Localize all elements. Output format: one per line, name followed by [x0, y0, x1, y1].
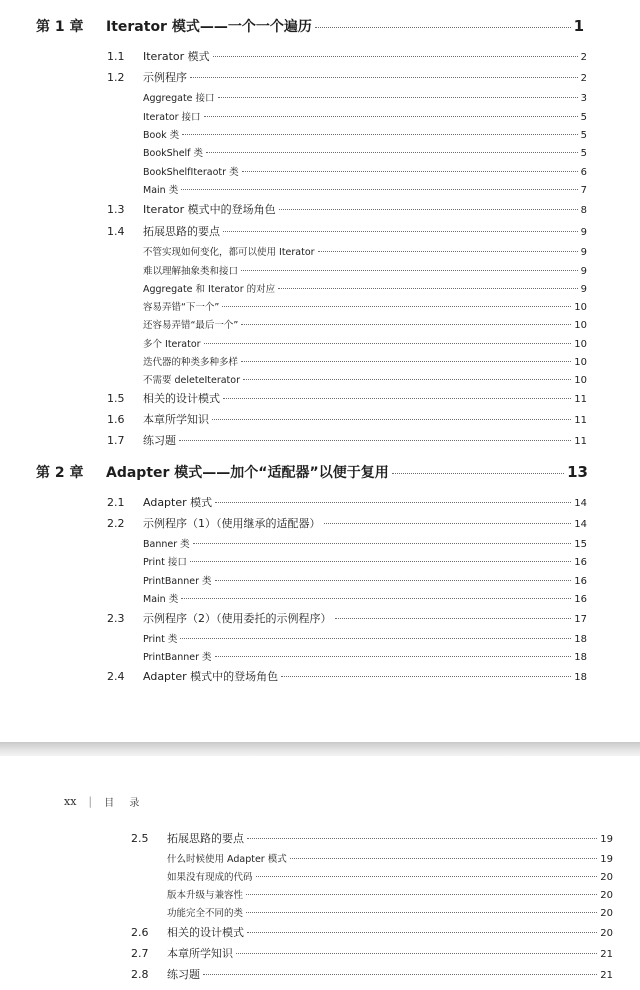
dot-leader [335, 618, 572, 619]
page-number: 19 [600, 854, 613, 865]
section-title: 本章所学知识 [167, 947, 233, 960]
subentry-title: Aggregate 和 Iterator 的对应 [143, 284, 276, 295]
toc-subentry[interactable] [143, 145, 587, 159]
dot-leader [242, 171, 578, 172]
dot-leader [215, 502, 571, 503]
page-number: 16 [574, 576, 587, 587]
page-number: 11 [574, 415, 587, 426]
section-number: 1.1 [107, 50, 125, 63]
dot-leader [206, 152, 578, 153]
dot-leader [281, 676, 571, 677]
toc-entry[interactable] [107, 494, 587, 510]
section-title: 拓展思路的要点 [143, 225, 220, 238]
dot-leader [243, 379, 571, 380]
dot-leader [181, 598, 571, 599]
subentry-title: Main 类 [143, 594, 179, 605]
page-number: 9 [580, 266, 587, 277]
dot-leader [241, 270, 578, 271]
section-number: 2.3 [107, 612, 125, 625]
subentry-title: 不管实现如何变化，都可以使用 Iterator [143, 247, 315, 258]
subentry-title: 如果没有现成的代码 [167, 872, 253, 883]
dot-leader [203, 974, 597, 975]
chapter-title: Adapter 模式——加个“适配器”以便于复用 [106, 465, 389, 481]
page-gap [0, 742, 640, 756]
subentry-title: Banner 类 [143, 539, 190, 550]
section-number: 2.1 [107, 496, 125, 509]
toc-entry[interactable] [107, 69, 587, 85]
page-number: 1 [573, 17, 584, 35]
dot-leader [246, 912, 597, 913]
subentry-title: Book 类 [143, 130, 180, 141]
page-number: 14 [574, 498, 587, 509]
running-head-separator: | [88, 795, 93, 808]
section-number: 1.5 [107, 392, 125, 405]
toc-entry[interactable] [107, 515, 587, 531]
section-title: Iterator 模式中的登场角色 [143, 203, 276, 216]
toc-entry[interactable] [107, 201, 587, 217]
section-number: 1.7 [107, 434, 125, 447]
section-title: Adapter 模式 [143, 496, 213, 509]
section-title: 示例程序（1）（使用继承的适配器） [143, 517, 321, 530]
section-number: 1.3 [107, 203, 125, 216]
page-number: 5 [580, 130, 587, 141]
chapter-2-heading[interactable] [36, 462, 588, 482]
page-number: 10 [574, 357, 587, 368]
subentry-title: BookShelfIteraotr 类 [143, 167, 239, 178]
section-number: 1.2 [107, 71, 125, 84]
dot-leader [181, 189, 577, 190]
page-number: 5 [580, 148, 587, 159]
subentry-title: 还容易弄错“最后一个” [143, 320, 239, 331]
dot-leader [223, 398, 571, 399]
toc-subentry[interactable] [143, 554, 587, 568]
dot-leader [318, 251, 578, 252]
subentry-title: 不需要 deleteIterator [143, 375, 240, 386]
subentry-title: 迭代器的种类多种多样 [143, 357, 239, 368]
chapter-title: Iterator 模式——一个一个遍历 [106, 19, 312, 35]
toc-subentry[interactable] [167, 905, 613, 919]
toc-subentry[interactable] [143, 164, 587, 178]
subentry-title: 多个 Iterator [143, 339, 201, 350]
section-number: 2.2 [107, 517, 125, 530]
page-number: 6 [580, 167, 587, 178]
dot-leader [215, 656, 572, 657]
toc-subentry[interactable] [143, 536, 587, 550]
toc-subentry[interactable] [143, 90, 587, 104]
toc-subentry[interactable] [143, 182, 587, 196]
toc-subentry[interactable] [167, 887, 613, 901]
dot-leader [392, 473, 564, 474]
dot-leader [256, 876, 598, 877]
dot-leader [179, 440, 571, 441]
toc-subentry[interactable] [143, 631, 587, 645]
dot-leader [247, 932, 597, 933]
subentry-title: Print 接口 [143, 557, 187, 568]
dot-leader [290, 858, 598, 859]
toc-entry[interactable] [107, 390, 587, 406]
page-number: 21 [600, 970, 613, 981]
section-number: 2.7 [131, 947, 149, 960]
page-number: 10 [574, 302, 587, 313]
subentry-title: BookShelf 类 [143, 148, 204, 159]
toc-entry[interactable] [107, 432, 587, 448]
dot-leader [215, 580, 572, 581]
toc-subentry[interactable] [143, 354, 587, 368]
page-number: 20 [600, 908, 613, 919]
section-title: 相关的设计模式 [143, 392, 220, 405]
toc-entry[interactable] [131, 924, 613, 940]
dot-leader [241, 324, 571, 325]
page-number: 9 [580, 247, 587, 258]
page-number: 19 [600, 834, 613, 845]
section-title: 练习题 [167, 968, 200, 981]
page-number: 2 [580, 52, 587, 63]
page-number: 2 [580, 73, 587, 84]
toc-subentry[interactable] [143, 317, 587, 331]
toc-subentry[interactable] [143, 372, 587, 386]
section-title: 练习题 [143, 434, 176, 447]
subentry-title: 版本升级与兼容性 [167, 890, 244, 901]
dot-leader [324, 523, 572, 524]
dot-leader [279, 209, 578, 210]
dot-leader [204, 116, 578, 117]
page-number: 14 [574, 519, 587, 530]
toc-entry[interactable] [131, 945, 613, 961]
section-title: Adapter 模式中的登场角色 [143, 670, 279, 683]
page-number: 10 [574, 320, 587, 331]
dot-leader [190, 77, 578, 78]
running-head-title: 目 录 [104, 798, 146, 809]
dot-leader [223, 231, 578, 232]
page-number: 8 [580, 205, 587, 216]
dot-leader [236, 953, 597, 954]
dot-leader [190, 561, 571, 562]
page-number: 20 [600, 890, 613, 901]
toc-subentry[interactable] [143, 281, 587, 295]
subentry-title: Main 类 [143, 185, 179, 196]
section-number: 1.6 [107, 413, 125, 426]
dot-leader [241, 361, 571, 362]
page-number: 9 [580, 227, 587, 238]
toc-entry[interactable] [131, 966, 613, 982]
dot-leader [204, 343, 572, 344]
toc-subentry[interactable] [143, 591, 587, 605]
section-number: 2.8 [131, 968, 149, 981]
page-number: 16 [574, 557, 587, 568]
page-number: 11 [574, 436, 587, 447]
page-number: 10 [574, 339, 587, 350]
subentry-title: 功能完全不同的类 [167, 908, 244, 919]
dot-leader [213, 56, 578, 57]
running-head-page-label: xx [64, 795, 77, 808]
chapter-number: 第 2 章 [36, 465, 84, 481]
dot-leader [246, 894, 597, 895]
subentry-title: Aggregate 接口 [143, 93, 215, 104]
running-head [64, 794, 145, 809]
chapter-number: 第 1 章 [36, 19, 84, 35]
page-number: 17 [574, 614, 587, 625]
subentry-title: 容易弄错“下一个” [143, 302, 220, 313]
page-number: 11 [574, 394, 587, 405]
page-number: 15 [574, 539, 587, 550]
page-number: 13 [567, 463, 588, 481]
page-number: 18 [574, 652, 587, 663]
section-title: 相关的设计模式 [167, 926, 244, 939]
section-number: 1.4 [107, 225, 125, 238]
toc-subentry[interactable] [143, 109, 587, 123]
subentry-title: 什么时候使用 Adapter 模式 [167, 854, 287, 865]
toc-entry[interactable] [107, 411, 587, 427]
toc-entry[interactable] [107, 48, 587, 64]
dot-leader [222, 306, 571, 307]
page-number: 20 [600, 928, 613, 939]
toc-entry[interactable] [107, 223, 587, 239]
section-number: 2.4 [107, 670, 125, 683]
page-number: 5 [580, 112, 587, 123]
page-number: 16 [574, 594, 587, 605]
page-number: 21 [600, 949, 613, 960]
page-number: 10 [574, 375, 587, 386]
dot-leader [315, 27, 571, 28]
subentry-title: PrintBanner 类 [143, 652, 212, 663]
subentry-title: Print 类 [143, 634, 178, 645]
chapter-1-heading[interactable] [36, 16, 584, 36]
section-title: Iterator 模式 [143, 50, 210, 63]
toc-entry[interactable] [131, 830, 613, 846]
toc-subentry[interactable] [167, 869, 613, 883]
page-number: 7 [580, 185, 587, 196]
dot-leader [180, 638, 571, 639]
dot-leader [218, 97, 578, 98]
section-title: 本章所学知识 [143, 413, 209, 426]
page-number: 3 [580, 93, 587, 104]
toc-entry[interactable] [107, 610, 587, 626]
toc-subentry[interactable] [143, 336, 587, 350]
toc-subentry[interactable] [143, 573, 587, 587]
dot-leader [193, 543, 572, 544]
page-number: 20 [600, 872, 613, 883]
subentry-title: Iterator 接口 [143, 112, 201, 123]
dot-leader [212, 419, 571, 420]
toc-subentry[interactable] [143, 263, 587, 277]
toc-subentry[interactable] [143, 244, 587, 258]
section-title: 示例程序 [143, 71, 187, 84]
page-number: 9 [580, 284, 587, 295]
toc-subentry[interactable] [167, 851, 613, 865]
page-number: 18 [574, 672, 587, 683]
section-title: 拓展思路的要点 [167, 832, 244, 845]
section-number: 2.5 [131, 832, 149, 845]
toc-subentry[interactable] [143, 649, 587, 663]
dot-leader [247, 838, 597, 839]
toc-entry[interactable] [107, 668, 587, 684]
section-number: 2.6 [131, 926, 149, 939]
toc-subentry[interactable] [143, 299, 587, 313]
section-title: 示例程序（2）（使用委托的示例程序） [143, 612, 332, 625]
toc-subentry[interactable] [143, 127, 587, 141]
dot-leader [182, 134, 577, 135]
page-number: 18 [574, 634, 587, 645]
subentry-title: 难以理解抽象类和接口 [143, 266, 239, 277]
subentry-title: PrintBanner 类 [143, 576, 212, 587]
dot-leader [278, 288, 578, 289]
